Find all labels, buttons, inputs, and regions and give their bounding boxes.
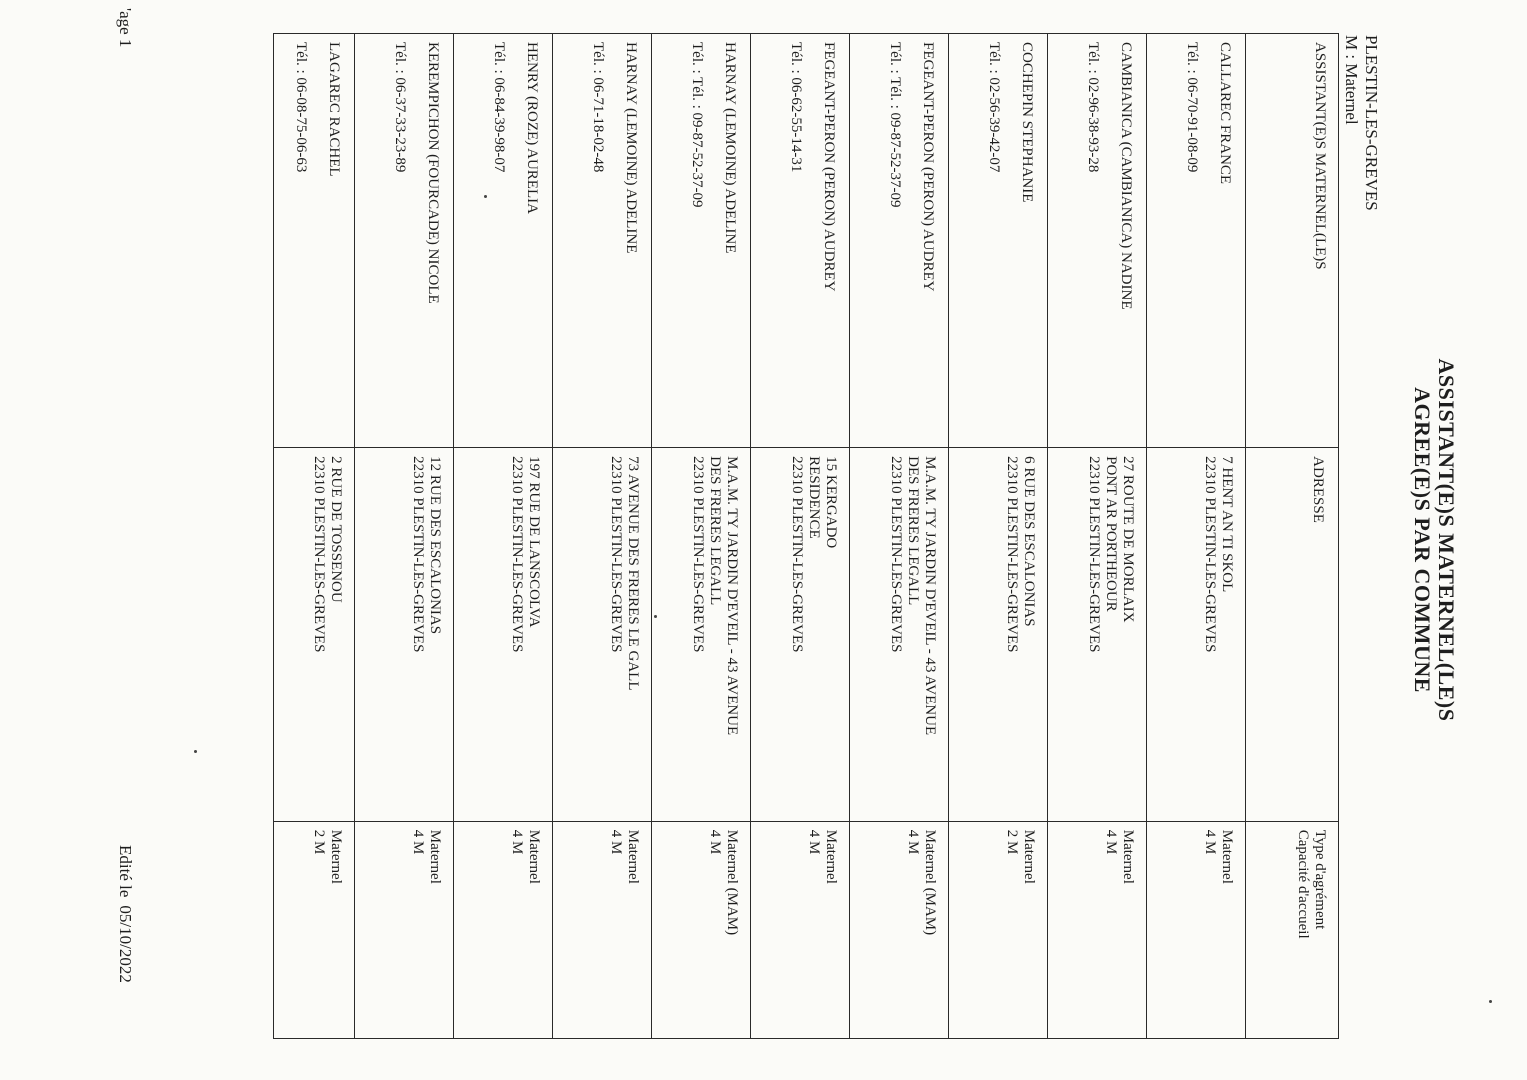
address-line: PONT AR PORTHEOUR xyxy=(1103,456,1119,612)
address-line: 27 ROUTE DE MORLAIX xyxy=(1120,456,1136,623)
type-cell xyxy=(850,821,949,1038)
address-cell xyxy=(949,448,1048,822)
name-cell xyxy=(1048,34,1147,448)
address-line: 22310 PLESTIN-LES-GREVES xyxy=(1004,456,1020,653)
document-title-line2: AGREE(E)S PAR COMMUNE xyxy=(1410,387,1435,693)
capacity: 4 M xyxy=(608,829,624,855)
address-cell xyxy=(274,448,355,822)
table-header-row xyxy=(1246,34,1339,1039)
name-cell xyxy=(652,34,751,448)
name-cell xyxy=(850,34,949,448)
table-row xyxy=(274,34,355,1039)
assistant-name: HENRY (ROZE) AURELIA xyxy=(524,42,540,214)
name-cell xyxy=(454,34,553,448)
capacity: 4 M xyxy=(806,829,822,855)
assistant-name: COCHEPIN STEPHANIE xyxy=(1019,42,1035,203)
assistant-name: FEGEANT-PERON (PERON) AUDREY xyxy=(821,42,837,292)
scan-speck xyxy=(194,750,197,753)
type-cell xyxy=(355,821,454,1038)
name-cell xyxy=(355,34,454,448)
address-cell xyxy=(1048,448,1147,822)
assistant-phone: Tél. : 06-70-91-08-09 xyxy=(1184,42,1200,173)
assistants-table xyxy=(273,33,1339,1039)
address-line: 15 KERGADO xyxy=(823,456,839,549)
header-name-cell xyxy=(1246,34,1339,448)
assistant-name: HARNAY (LEMOINE) ADELINE xyxy=(623,42,639,254)
capacity: 4 M xyxy=(410,829,426,855)
type-cell xyxy=(274,821,355,1038)
type-cell xyxy=(652,821,751,1038)
assistant-phone: Tél. : 06-84-39-98-07 xyxy=(491,42,507,173)
header-type-cell xyxy=(1246,821,1339,1038)
agreement-type: Maternel xyxy=(1120,829,1136,884)
agreement-type: Maternel xyxy=(823,829,839,884)
table-row xyxy=(454,34,553,1039)
assistant-name: HARNAY (LEMOINE) ADELINE xyxy=(722,42,738,254)
address-line: 6 RUE DES ESCALONIAS xyxy=(1021,456,1037,627)
address-line: DES FRERES LEGALL xyxy=(707,456,723,606)
address-cell xyxy=(850,448,949,822)
type-cell xyxy=(751,821,850,1038)
table-row xyxy=(949,34,1048,1039)
name-cell xyxy=(751,34,850,448)
capacity: 2 M xyxy=(311,829,327,855)
agreement-type: Maternel xyxy=(625,829,641,884)
assistant-phone: Tél. : 02-96-38-93-28 xyxy=(1085,42,1101,173)
capacity: 2 M xyxy=(1004,829,1020,855)
address-line: RESIDENCE xyxy=(806,456,822,539)
scan-speck xyxy=(484,195,487,198)
name-cell xyxy=(553,34,652,448)
address-line: 22310 PLESTIN-LES-GREVES xyxy=(1086,456,1102,653)
table-row xyxy=(553,34,652,1039)
address-line: 22310 PLESTIN-LES-GREVES xyxy=(410,456,426,653)
header-name: ASSISTANT(E)S MATERNEL(LE)S xyxy=(1312,42,1328,270)
address-line: 22310 PLESTIN-LES-GREVES xyxy=(311,456,327,653)
document-title-line1: ASSISTANT(E)S MATERNEL(LE)S xyxy=(1434,358,1459,722)
agreement-type: Maternel xyxy=(427,829,443,884)
assistant-name: CAMBIANICA (CAMBIANICA) NADINE xyxy=(1118,42,1134,310)
address-line: 22310 PLESTIN-LES-GREVES xyxy=(509,456,525,653)
name-cell xyxy=(949,34,1048,448)
address-line: 2 RUE DE TOSSENOU xyxy=(328,456,344,603)
address-line: 22310 PLESTIN-LES-GREVES xyxy=(789,456,805,653)
address-line: 7 HENT AN TI SKOL xyxy=(1219,456,1235,593)
type-cell xyxy=(1147,821,1246,1038)
address-line: 22310 PLESTIN-LES-GREVES xyxy=(690,456,706,653)
assistant-name: LAGAREC RACHEL xyxy=(326,42,342,177)
assistant-name: CALLAREC FRANCE xyxy=(1217,42,1233,185)
edition-date-value: 05/10/2022 xyxy=(116,905,135,983)
address-line: 22310 PLESTIN-LES-GREVES xyxy=(888,456,904,653)
table-row xyxy=(850,34,949,1039)
agreement-type: Maternel (MAM) xyxy=(922,829,938,936)
edition-date-label: Edité le xyxy=(116,845,135,898)
type-cell xyxy=(454,821,553,1038)
address-line: 22310 PLESTIN-LES-GREVES xyxy=(608,456,624,653)
capacity: 4 M xyxy=(707,829,723,855)
type-cell xyxy=(1048,821,1147,1038)
address-line: 12 RUE DES ESCALONIAS xyxy=(427,456,443,635)
edition-date xyxy=(115,845,135,983)
name-cell xyxy=(274,34,355,448)
address-cell xyxy=(1147,448,1246,822)
capacity: 4 M xyxy=(905,829,921,855)
assistant-phone: Tél. : Tél. : 09-87-52-37-09 xyxy=(689,42,705,208)
capacity: 4 M xyxy=(1103,829,1119,855)
table-row xyxy=(751,34,850,1039)
scan-speck xyxy=(1489,1000,1492,1003)
address-line: 22310 PLESTIN-LES-GREVES xyxy=(1202,456,1218,653)
agreement-type: Maternel xyxy=(1021,829,1037,884)
header-capacity: Capacité d'accueil xyxy=(1295,829,1311,939)
address-cell xyxy=(355,448,454,822)
address-line: M.A.M. TY JARDIN D'EVEIL - 43 AVENUE xyxy=(922,456,938,736)
address-line: 197 RUE DE LANSCOLVA xyxy=(526,456,542,628)
address-cell xyxy=(553,448,652,822)
assistant-name: KEREMPICHON (FOURCADE) NICOLE xyxy=(425,42,441,304)
assistant-phone: Tél. : Tél. : 09-87-52-37-09 xyxy=(887,42,903,208)
page-number: 'age 1 xyxy=(116,8,135,48)
agreement-type: Maternel (MAM) xyxy=(724,829,740,936)
assistant-phone: Tél. : 06-08-75-06-63 xyxy=(293,42,309,173)
name-cell xyxy=(1147,34,1246,448)
agreement-type: Maternel xyxy=(526,829,542,884)
assistant-phone: Tél. : 02-56-39-42-07 xyxy=(986,42,1002,173)
agreement-type: Maternel xyxy=(328,829,344,884)
capacity: 4 M xyxy=(509,829,525,855)
agreement-type: Maternel xyxy=(1219,829,1235,884)
assistant-phone: Tél. : 06-71-18-02-48 xyxy=(590,42,606,173)
scan-speck xyxy=(654,615,657,618)
capacity: 4 M xyxy=(1202,829,1218,855)
table-row xyxy=(1048,34,1147,1039)
header-address: ADRESSE xyxy=(1310,456,1326,523)
address-cell xyxy=(454,448,553,822)
type-cell xyxy=(949,821,1048,1038)
header-type: Type d'agrément xyxy=(1312,829,1328,930)
assistant-name: FEGEANT-PERON (PERON) AUDREY xyxy=(920,42,936,292)
address-line: DES FRERES LEGALL xyxy=(905,456,921,606)
address-line: 73 AVENUE DES FRERES LE GALL xyxy=(625,456,641,691)
type-cell xyxy=(553,821,652,1038)
commune-name: PLESTIN-LES-GREVES xyxy=(1362,35,1381,211)
address-line: M.A.M. TY JARDIN D'EVEIL - 43 AVENUE xyxy=(724,456,740,736)
header-address-cell xyxy=(1246,448,1339,822)
assistant-phone: Tél. : 06-62-55-14-31 xyxy=(788,42,804,173)
legend-maternel: M : Maternel xyxy=(1342,35,1361,125)
table-row xyxy=(1147,34,1246,1039)
table-row xyxy=(355,34,454,1039)
assistant-phone: Tél. : 06-37-33-23-89 xyxy=(392,42,408,173)
address-cell xyxy=(751,448,850,822)
address-cell xyxy=(652,448,751,822)
table-row xyxy=(652,34,751,1039)
